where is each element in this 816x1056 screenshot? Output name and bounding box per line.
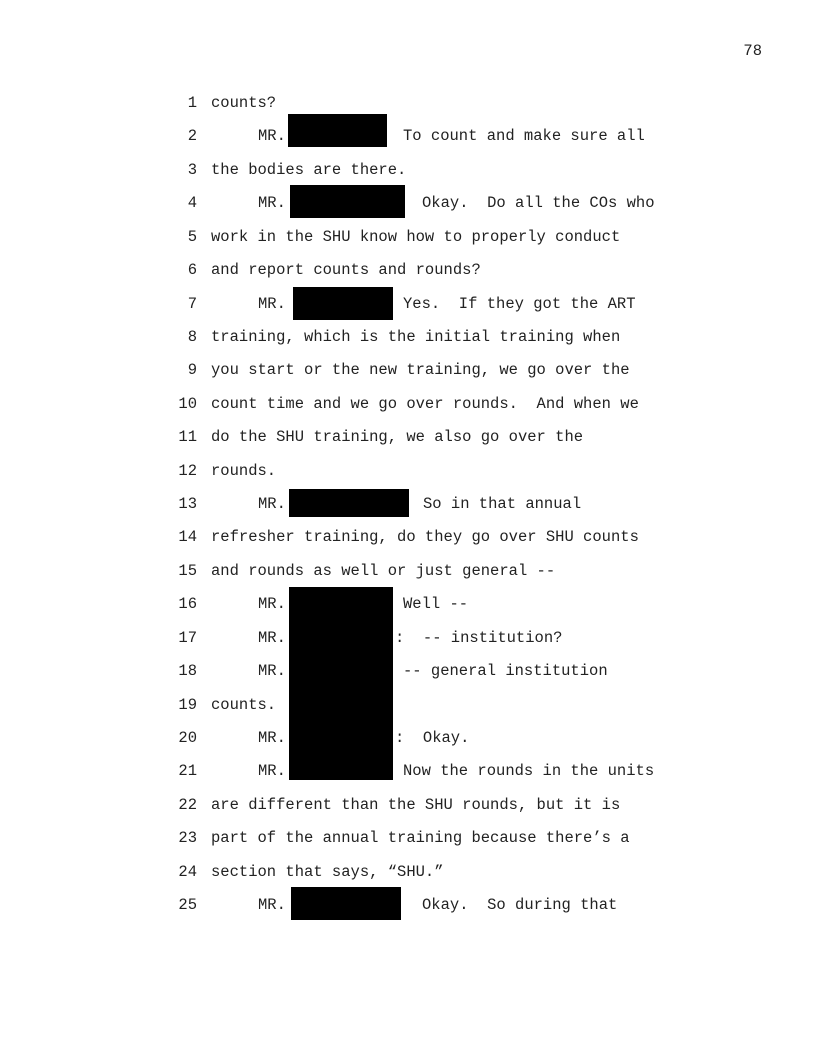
line-text: rounds.	[211, 461, 277, 480]
line-number: 3	[187, 160, 197, 179]
line-number: 15	[178, 561, 197, 580]
line-number: 4	[187, 194, 197, 213]
transcript-line	[0, 760, 816, 782]
transcript-line	[0, 526, 816, 548]
line-number: 6	[187, 261, 197, 280]
line-text: do the SHU training, we also go over the	[211, 428, 584, 447]
line-text: are different than the SHU rounds, but it is	[211, 795, 621, 814]
transcript-line	[0, 359, 816, 381]
line-number: 21	[178, 762, 197, 781]
line-number: 23	[178, 829, 197, 848]
transcript-line	[0, 660, 816, 682]
line-text: Okay. Do all the COs who	[422, 194, 655, 213]
speaker-label: MR.	[258, 294, 286, 313]
redaction-box	[289, 587, 393, 780]
transcript-line	[0, 894, 816, 916]
transcript-line	[0, 560, 816, 582]
line-number: 13	[178, 495, 197, 514]
line-text: Now the rounds in the units	[403, 762, 655, 781]
speaker-label: MR.	[258, 194, 286, 213]
line-number: 2	[187, 127, 197, 146]
speaker-label: MR.	[258, 896, 286, 915]
line-number: 24	[178, 862, 197, 881]
transcript-line	[0, 426, 816, 448]
redaction-box	[289, 489, 409, 517]
line-number: 25	[178, 896, 197, 915]
line-number: 12	[178, 461, 197, 480]
line-number: 18	[178, 662, 197, 681]
line-number: 14	[178, 528, 197, 547]
line-text: So in that annual	[423, 495, 582, 514]
transcript-line	[0, 627, 816, 649]
transcript-line	[0, 226, 816, 248]
transcript-line	[0, 192, 816, 214]
transcript-line	[0, 326, 816, 348]
transcript-line	[0, 794, 816, 816]
transcript-line	[0, 827, 816, 849]
line-number: 22	[178, 795, 197, 814]
line-text: Okay. So during that	[422, 896, 618, 915]
line-text: part of the annual training because there’s a	[211, 829, 630, 848]
line-text: section that says, “SHU.”	[211, 862, 444, 881]
speaker-label: MR.	[258, 127, 286, 146]
speaker-label: MR.	[258, 662, 286, 681]
line-text: training, which is the initial training when	[211, 327, 621, 346]
line-text: : Okay.	[395, 728, 470, 747]
transcript-line	[0, 92, 816, 114]
transcript-line	[0, 293, 816, 315]
speaker-label: MR.	[258, 495, 286, 514]
transcript-line	[0, 125, 816, 147]
line-text: and rounds as well or just general --	[211, 561, 556, 580]
line-number: 1	[187, 94, 197, 112]
line-text: : -- institution?	[395, 628, 563, 647]
transcript-line	[0, 460, 816, 482]
transcript-line	[0, 393, 816, 415]
line-number: 8	[187, 327, 197, 346]
speaker-label: MR.	[258, 628, 286, 647]
transcript-line	[0, 159, 816, 181]
redaction-box	[290, 185, 405, 218]
transcript-line	[0, 727, 816, 749]
line-number: 10	[178, 394, 197, 413]
line-text: you start or the new training, we go over the	[211, 361, 630, 380]
line-text: and report counts and rounds?	[211, 261, 481, 280]
redaction-box	[293, 287, 393, 320]
line-text: the bodies are there.	[211, 160, 407, 179]
line-text: refresher training, do they go over SHU counts	[211, 528, 639, 547]
transcript-line	[0, 861, 816, 883]
line-text: To count and make sure all	[403, 127, 645, 146]
redaction-box	[291, 887, 401, 920]
speaker-label: MR.	[258, 728, 286, 747]
line-text: count time and we go over rounds. And when we	[211, 394, 639, 413]
page-number: 78	[743, 42, 762, 60]
redaction-box	[288, 114, 387, 147]
line-number: 5	[187, 227, 197, 246]
line-text: Well --	[403, 595, 469, 614]
line-number: 17	[178, 628, 197, 647]
transcript-line	[0, 694, 816, 716]
line-number: 7	[187, 294, 197, 313]
transcript-line	[0, 593, 816, 615]
line-number: 16	[178, 595, 197, 614]
line-text: work in the SHU know how to properly conduct	[211, 227, 621, 246]
line-text: -- general institution	[403, 662, 608, 681]
line-text: Yes. If they got the ART	[403, 294, 636, 313]
line-number: 19	[178, 695, 197, 714]
transcript-line	[0, 259, 816, 281]
line-text: counts?	[211, 94, 277, 112]
speaker-label: MR.	[258, 762, 286, 781]
line-number: 11	[178, 428, 197, 447]
line-number: 9	[187, 361, 197, 380]
speaker-label: MR.	[258, 595, 286, 614]
line-text: counts.	[211, 695, 277, 714]
line-number: 20	[178, 728, 197, 747]
